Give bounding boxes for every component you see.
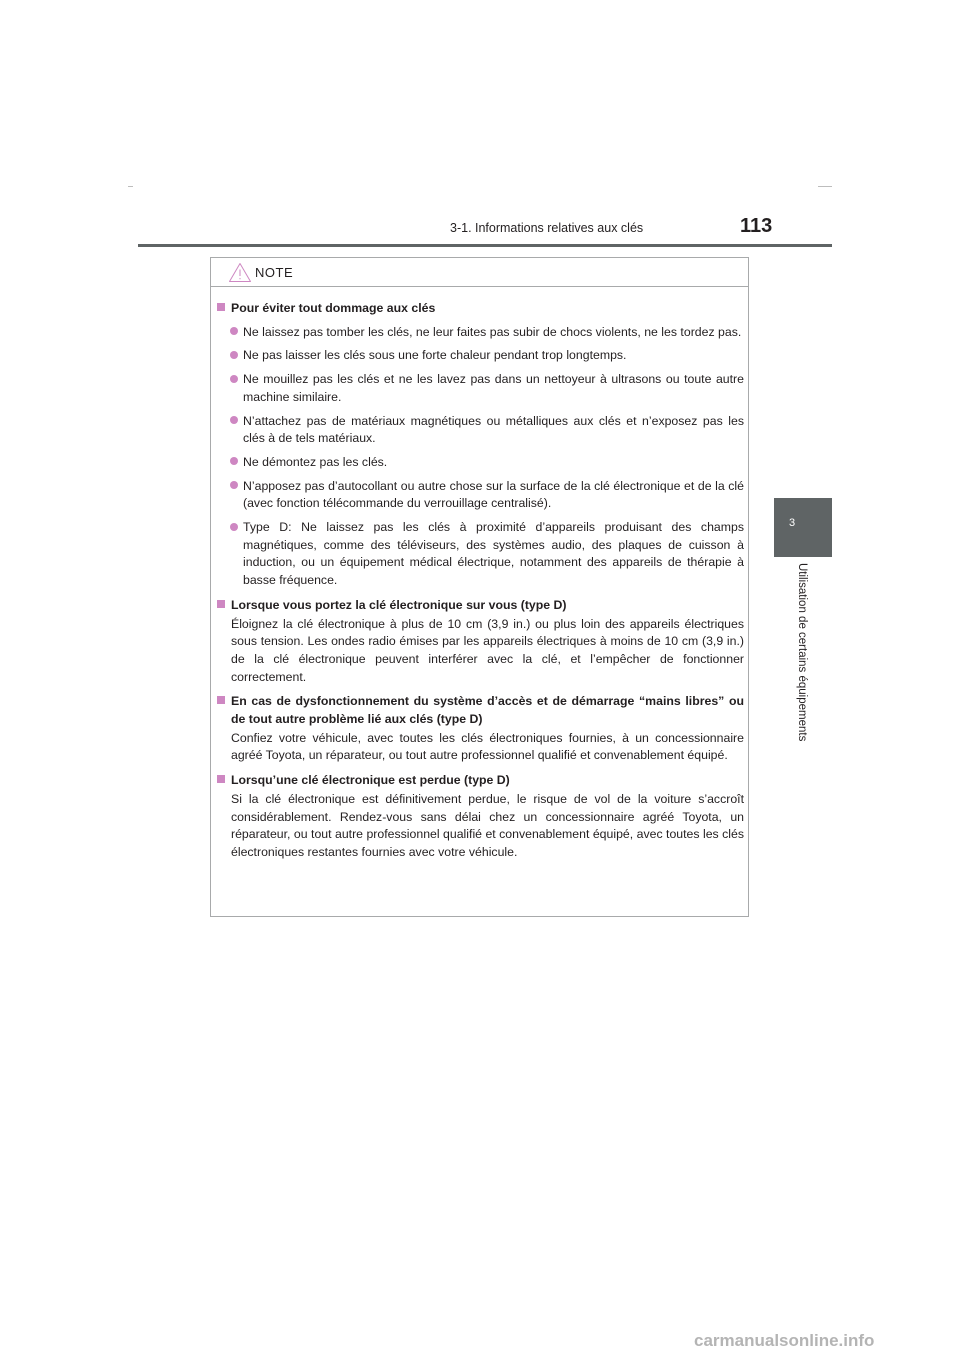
- note-section: [217, 772, 744, 862]
- section-text: Si la clé électronique est définitivement perdue, le risque de vol de la voiture s’accroît considérablement. Rendez-vous sans délai chez un concessionnaire agréé Toyota, un réparateur, ou tout autre professionnel qualifié et convenablement équipé, avec toutes les clés électroniques restantes fournies avec votre véhicule.: [231, 791, 744, 859]
- bullet-item: N’attachez pas de matériaux magnétiques ou métalliques aux clés et n’exposez pas les clés à de tels matériaux.: [217, 413, 744, 448]
- section-text: Éloignez la clé électronique à plus de 10 cm (3,9 in.) ou plus loin des appareils électriques sous tension. Les ondes radio émises par les appareils électriques à moins de 10 cm (3,9 in.) de la clé électronique peuvent interférer avec la clé, et l’empêcher de fonctionner correctement.: [231, 616, 744, 684]
- bullet-dot-icon: [230, 351, 238, 359]
- note-title: NOTE: [255, 265, 294, 280]
- square-bullet-icon: [217, 775, 225, 783]
- chapter-tab: [774, 498, 832, 557]
- bullet-dot-icon: [230, 375, 238, 383]
- bullet-dot-icon: [230, 481, 238, 489]
- bullet-dot-icon: [230, 523, 238, 531]
- section-heading: Lorsque vous portez la clé électronique sur vous (type D): [217, 597, 744, 615]
- square-bullet-icon: [217, 303, 225, 311]
- bullet-item: Ne démontez pas les clés.: [217, 454, 744, 472]
- chapter-number: 3: [789, 517, 796, 529]
- section-heading: Lorsqu’une clé électronique est perdue (type D): [217, 772, 744, 790]
- bullet-item: Ne pas laisser les clés sous une forte chaleur pendant trop longtemps.: [217, 347, 744, 365]
- bullet-dot-icon: [230, 327, 238, 335]
- section-text: Confiez votre véhicule, avec toutes les clés électroniques fournies, à un concessionnaire agréé Toyota, un réparateur, ou tout autre professionnel qualifié et convenablement équipé.: [231, 730, 744, 763]
- bullet-item: Ne laissez pas tomber les clés, ne leur faites pas subir de chocs violents, ne les tordez pas.: [217, 324, 744, 342]
- note-header: [211, 258, 748, 287]
- note-section: [217, 300, 744, 590]
- watermark: carmanualsonline.info: [694, 1331, 875, 1350]
- bullet-item: Ne mouillez pas les clés et ne les lavez pas dans un nettoyeur à ultrasons ou toute autre machine similaire.: [217, 371, 744, 406]
- bullet-item: N’apposez pas d’autocollant ou autre chose sur la surface de la clé électronique et de la clé (avec fonction télécommande du verrouillage centralisé).: [217, 478, 744, 513]
- bullet-item: Type D: Ne laissez pas les clés à proximité d’appareils produisant des champs magnétiques, comme des téléviseurs, des systèmes audio, des plaques de cuisson à induction, ou un équipement médical électrique, notamment des appareils de thérapie à basse fréquence.: [217, 519, 744, 590]
- bullet-dot-icon: [230, 457, 238, 465]
- running-header-section: 3-1. Informations relatives aux clés: [450, 221, 644, 235]
- crop-mark-left: [128, 186, 133, 187]
- note-body: [217, 300, 744, 869]
- square-bullet-icon: [217, 600, 225, 608]
- header-rule: [138, 244, 832, 247]
- crop-mark-right: [818, 186, 832, 187]
- section-heading: En cas de dysfonctionnement du système d’accès et de démarrage “mains libres” ou de tout autre problème lié aux clés (type D): [217, 693, 744, 728]
- square-bullet-icon: [217, 696, 225, 704]
- page-number: 113: [740, 215, 773, 237]
- section-heading: Pour éviter tout dommage aux clés: [217, 300, 744, 318]
- note-section: [217, 597, 744, 687]
- note-section: [217, 693, 744, 765]
- warning-triangle-icon: [228, 262, 252, 283]
- chapter-title: Utilisation de certains équipements: [796, 563, 808, 742]
- note-box: [210, 257, 749, 917]
- bullet-dot-icon: [230, 416, 238, 424]
